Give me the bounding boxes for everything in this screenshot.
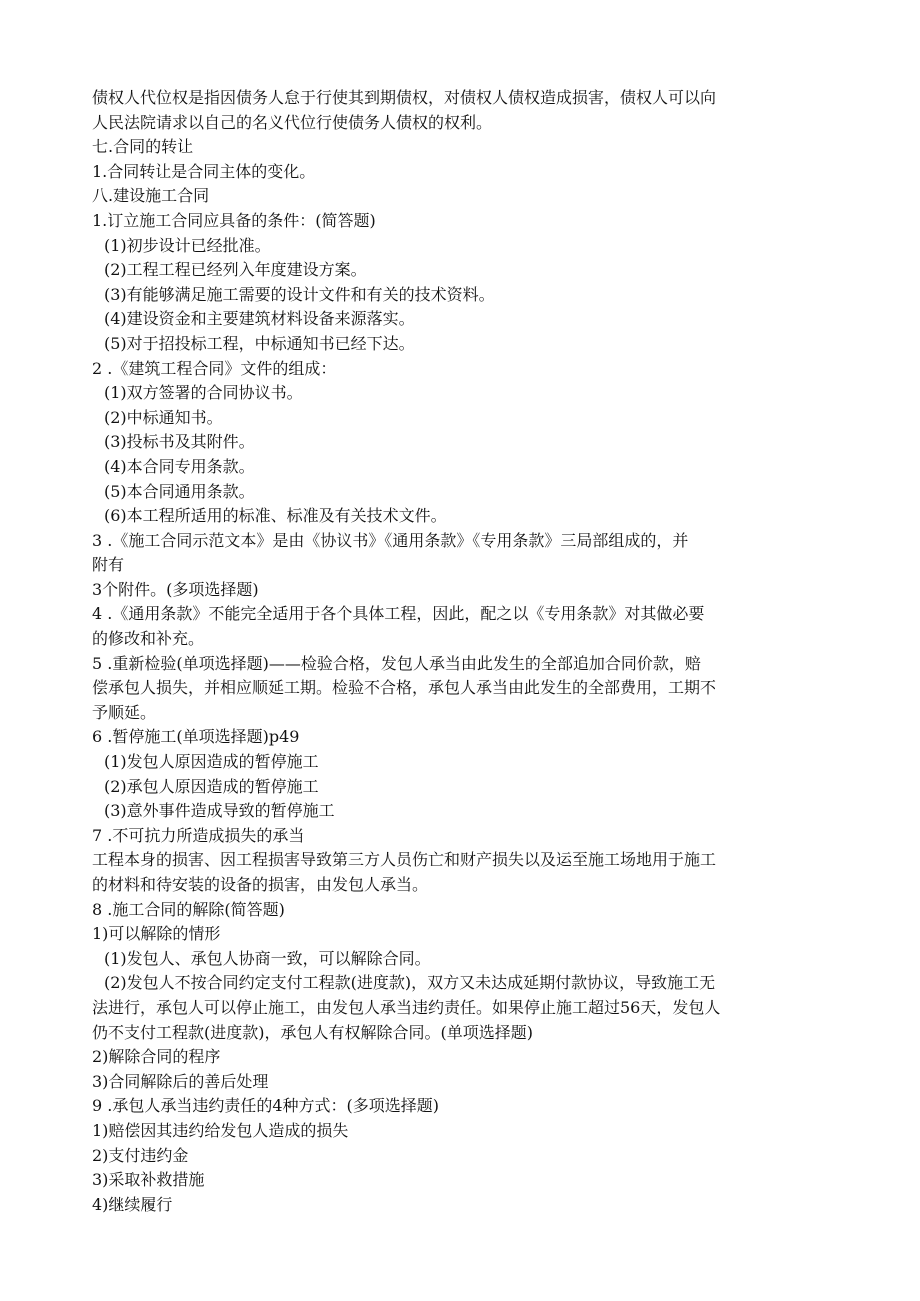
document-body	[92, 86, 824, 1217]
text-line: 2)支付违约金	[92, 1145, 189, 1165]
text-line: 3 .《施工合同示范文本》是由《协议书》《通用条款》《专用条款》三局部组成的，并	[92, 530, 689, 550]
text-line: 3)合同解除后的善后处理	[92, 1071, 269, 1091]
text-line: (2)中标通知书。	[104, 407, 223, 427]
text-line: (3)投标书及其附件。	[104, 432, 255, 452]
text-line: 5 .重新检验(单项选择题)——检验合格，发包人承当由此发生的全部追加合同价款，赔	[92, 653, 701, 673]
text-line: 附有	[92, 555, 125, 575]
text-line: (3)有能够满足施工需要的设计文件和有关的技术资料。	[104, 284, 495, 304]
text-line: 1.合同转让是合同主体的变化。	[92, 161, 316, 181]
text-line: 4 .《通用条款》不能完全适用于各个具体工程，因此，配之以《专用条款》对其做必要	[92, 604, 705, 624]
text-line: (1)发包人原因造成的暂停施工	[104, 752, 319, 772]
text-line: 债权人代位权是指因债务人怠于行使其到期债权，对债权人债权造成损害，债权人可以向	[92, 88, 717, 107]
text-line: 1)可以解除的情形	[92, 924, 221, 944]
text-line: (2)工程工程已经列入年度建设方案。	[104, 260, 367, 280]
text-line: 2 .《建筑工程合同》文件的组成：	[92, 358, 337, 378]
text-line: 仍不支付工程款(进度款)，承包人有权解除合同。(单项选择题)	[92, 1022, 533, 1042]
text-line: 工程本身的损害、因工程损害导致第三方人员伤亡和财产损失以及运至施工场地用于施工	[92, 850, 717, 870]
text-line: (4)建设资金和主要建筑材料设备来源落实。	[104, 309, 415, 329]
text-line: 予顺延。	[92, 702, 157, 722]
text-line: 7 .不可抗力所造成损失的承当	[92, 825, 305, 845]
text-line: 八.建设施工合同	[92, 186, 210, 206]
text-line: 3)采取补救措施	[92, 1170, 205, 1190]
text-line: 9 .承包人承当违约责任的4种方式：(多项选择题)	[92, 1096, 440, 1116]
text-line: 4)继续履行	[92, 1194, 173, 1214]
text-line: 6 .暂停施工(单项选择题)p49	[92, 727, 300, 747]
text-line: (6)本工程所适用的标准、标准及有关技术文件。	[104, 506, 447, 526]
text-line: 的材料和待安装的设备的损害，由发包人承当。	[92, 875, 429, 894]
text-line: (5)本合同通用条款。	[104, 481, 255, 501]
text-line: (2)发包人不按合同约定支付工程款(进度款)，双方又未达成延期付款协议，导致施工无	[104, 973, 716, 993]
text-line: 3个附件。(多项选择题)	[92, 579, 259, 599]
text-line: (1)发包人、承包人协商一致，可以解除合同。	[104, 948, 431, 968]
text-line: 8 .施工合同的解除(简答题)	[92, 899, 285, 919]
text-line: 的修改和补充。	[92, 629, 205, 649]
text-line: (1)双方签署的合同协议书。	[104, 383, 303, 403]
text-line: (4)本合同专用条款。	[104, 456, 255, 476]
text-line: 偿承包人损失，并相应顺延工期。检验不合格，承包人承当由此发生的全部费用，工期不	[92, 678, 717, 698]
text-line: 2)解除合同的程序	[92, 1047, 221, 1067]
text-line: 人民法院请求以自己的名义代位行使债务人债权的权利。	[92, 112, 493, 132]
text-line: (1)初步设计已经批准。	[104, 235, 271, 255]
text-line: 1)赔偿因其违约给发包人造成的损失	[92, 1120, 349, 1140]
text-line: (5)对于招投标工程，中标通知书已经下达。	[104, 333, 415, 353]
text-line: 法进行，承包人可以停止施工，由发包人承当违约责任。如果停止施工超过56天，发包人	[92, 997, 721, 1017]
text-line: (2)承包人原因造成的暂停施工	[104, 776, 319, 796]
text-line: 七.合同的转让	[92, 137, 194, 157]
text-line: (3)意外事件造成导致的暂停施工	[104, 801, 335, 821]
text-line: 1.订立施工合同应具备的条件：(简答题)	[92, 210, 376, 230]
